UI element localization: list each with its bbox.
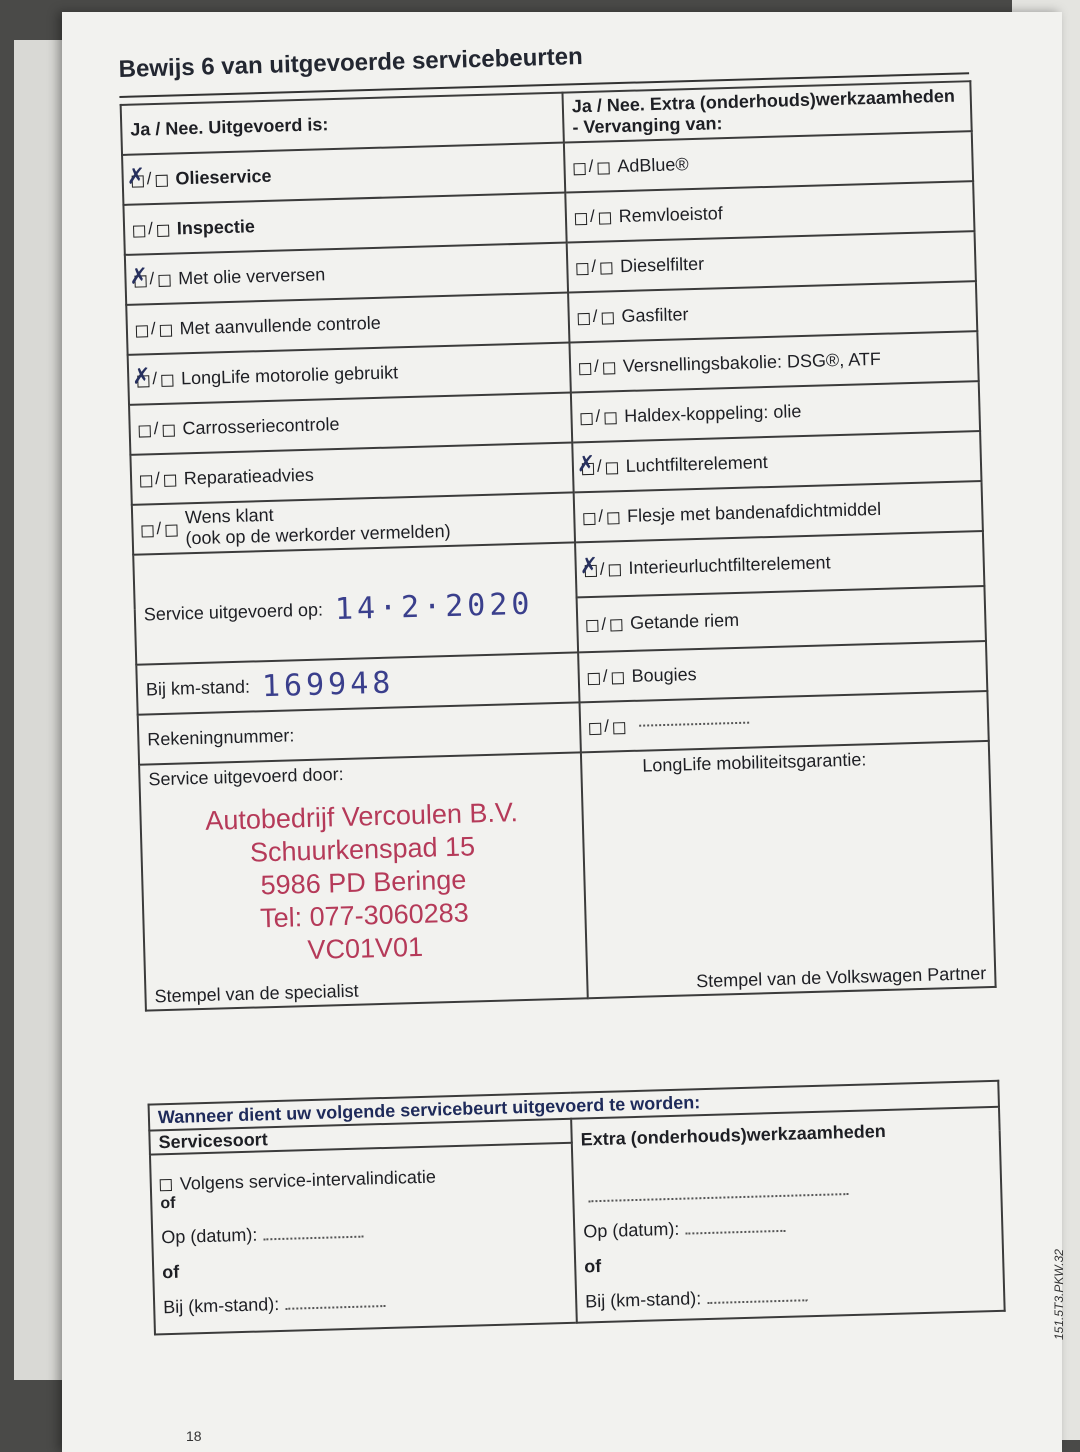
left-item-checkbox[interactable]: / [133, 219, 169, 240]
longlife-label: LongLife mobiliteitsgarantie: [642, 749, 867, 776]
left-item-checkbox[interactable]: / [140, 469, 176, 490]
service-form [118, 22, 1013, 1316]
left-item-label: Carrosseriecontrole [182, 413, 340, 438]
page-number: 18 [186, 1428, 202, 1444]
next-km-field-right[interactable] [707, 1299, 807, 1304]
right-item-checkbox[interactable]: / [573, 156, 609, 177]
right-item-label: Versnellingsbakolie: DSG®, ATF [622, 348, 882, 376]
next-service-table [148, 1080, 1006, 1336]
right-item-checkbox[interactable]: / [583, 506, 619, 527]
left-item-label: Wens klant [184, 504, 274, 528]
right-item-label: Flesje met bandenafdichtmiddel [626, 498, 882, 526]
next-km-field[interactable] [285, 1305, 385, 1310]
right-item-label: Getande riem [629, 609, 740, 633]
right-item-checkbox[interactable]: / [576, 256, 612, 277]
service-date-value[interactable]: 14·2·2020 [334, 586, 534, 627]
next-service-right-header: Extra (onderhouds)werkzaamheden [580, 1120, 886, 1150]
left-item-checkbox[interactable]: / [136, 319, 172, 340]
right-item-checkbox[interactable]: / [579, 356, 615, 377]
invoice-label: Rekeningnummer: [147, 724, 295, 749]
right-header: Ja / Nee. Extra (onderhouds)werkzaamheden - Vervanging van: [562, 81, 971, 142]
km-label: Bij km-stand: [145, 676, 251, 699]
left-item-checkbox[interactable]: / [141, 519, 177, 540]
left-header: Ja / Nee. Uitgevoerd is: [121, 93, 564, 155]
service-date-cell [133, 542, 578, 664]
right-item-label: Luchtfilterelement [625, 451, 768, 476]
right-item-label: AdBlue® [616, 153, 689, 176]
next-service-left-cell [150, 1143, 577, 1335]
next-of-2: of [161, 1261, 180, 1283]
right-item-label: Interieurluchtfilterelement [628, 552, 831, 578]
next-date-label: Op (datum): [160, 1224, 258, 1248]
stamp-line: 5986 PD Beringe [260, 864, 467, 901]
km-value[interactable]: 169948 [261, 665, 395, 704]
next-km-label-right: Bij (km-stand): [584, 1287, 702, 1311]
right-item-checkbox[interactable]: / [575, 206, 611, 227]
right-item-label: Remvloeistof [618, 202, 723, 226]
right-item-label: Gasfilter [621, 303, 689, 326]
left-item-label: Inspectie [176, 215, 256, 238]
next-date-label-right: Op (datum): [582, 1218, 680, 1241]
next-service-heading: Wanneer dient uw volgende servicebeurt uitgevoerd te worden: [149, 1081, 999, 1131]
next-date-field-right[interactable] [685, 1229, 785, 1234]
stamp-line: VC01V01 [307, 931, 424, 966]
service-date-label: Service uitgevoerd op: [143, 599, 324, 624]
left-item-checkbox[interactable]: / [138, 419, 174, 440]
left-item-label: Reparatieadvies [183, 464, 315, 488]
stamp-specialist-label: Stempel van de specialist [154, 980, 359, 1007]
stamp-vw-label: Stempel van de Volkswagen Partner [695, 963, 987, 992]
next-km-label: Bij (km-stand): [162, 1293, 280, 1318]
footer-code: 151.5T3.PKW.32 [1052, 1249, 1066, 1340]
service-rows [122, 131, 983, 555]
left-item-checkbox[interactable]: ✗/ [134, 269, 170, 290]
right-item-checkbox[interactable]: / [588, 666, 624, 687]
left-item-checkbox[interactable]: ✗/ [131, 169, 167, 190]
right-item-checkbox[interactable]: / [580, 406, 616, 427]
longlife-cell [581, 741, 996, 998]
left-item-label: LongLife motorolie gebruikt [180, 361, 399, 388]
performed-by-label: Service uitgevoerd door: [148, 763, 344, 790]
extra-work-field[interactable] [588, 1193, 848, 1202]
right-item-label: Dieselfilter [619, 253, 705, 276]
performed-by-cell [139, 752, 588, 1010]
stamp-line: Tel: 077-3060283 [259, 897, 470, 934]
right-item-checkbox[interactable]: / [577, 306, 613, 327]
stamp-line: Autobedrijf Vercoulen B.V. [204, 797, 519, 836]
right-item-checkbox[interactable]: ✗/ [585, 559, 621, 580]
right-item-checkbox[interactable]: ✗ / [582, 456, 618, 477]
right-item-checkbox[interactable]: / [586, 614, 622, 635]
service-table [120, 80, 997, 1011]
page-title: Bewijs 6 van uitgevoerde servicebeurten [118, 43, 584, 83]
left-item-label: Olieservice [175, 165, 272, 188]
left-item-sublabel: (ook op de werkorder vermelden) [185, 520, 451, 549]
right-item-label: Haldex-koppeling: olie [623, 400, 802, 426]
next-of-1: of [160, 1194, 176, 1213]
next-service-right-cell [571, 1107, 1005, 1323]
left-item-label: Met olie verversen [177, 263, 326, 288]
left-item-label: Met aanvullende controle [179, 312, 381, 338]
stamp-line: Schuurkenspad 15 [249, 831, 476, 868]
right-item-label: Bougies [631, 663, 697, 686]
interval-checkbox[interactable] [160, 1177, 172, 1192]
other-item-field[interactable] [639, 722, 749, 727]
interval-option-label: Volgens service-intervalindicatie [179, 1166, 437, 1194]
next-service-left-header: Servicesoort [149, 1119, 572, 1155]
right-item-checkbox[interactable]: / [589, 716, 625, 737]
dealer-stamp [149, 795, 577, 972]
left-item-checkbox[interactable]: ✗/ [137, 369, 173, 390]
next-date-field[interactable] [263, 1236, 363, 1241]
next-of-right: of [583, 1255, 602, 1276]
